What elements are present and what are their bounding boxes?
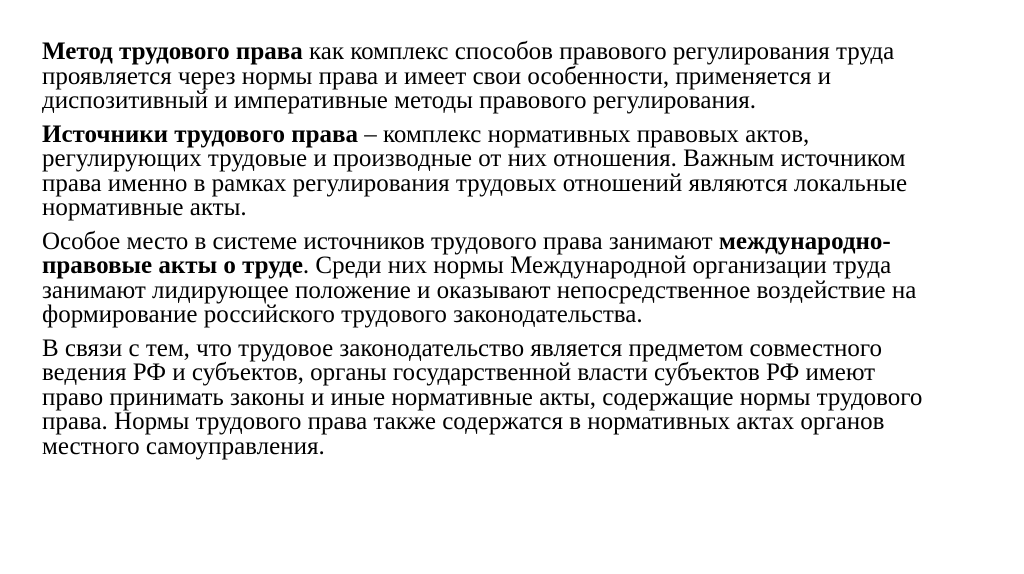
paragraph-labor-law-method [42,40,942,114]
paragraph-text: В связи с тем, что трудовое законодательство является предметом совместного ведения РФ и субъектов, органы государственной власти субъектов РФ имеют право принимать законы и иные нормативные акты, содержащие нормы трудового права. Нормы трудового права также содержатся в нормативных актах органов местного самоуправления. [42,334,923,460]
paragraph-text: как комплекс способов правового регулирования труда проявляется через нормы права и имеет свои особенности, применяется и диспозитивный и императивные методы правового регулирования. [42,38,895,114]
paragraph-labor-law-sources [42,120,942,221]
paragraph-text: Особое место в системе источников трудового права занимают [42,227,719,255]
term-international-acts: международно-правовые акты о труде [42,227,891,279]
paragraph-joint-jurisdiction [42,334,942,460]
paragraph-text: – комплекс нормативных правовых актов, регулирующих трудовые и производные от них отношения. Важным источником права именно в рамках регулирования трудовых отношений являются локальные нормативные акты. [42,120,908,221]
paragraph-text: . Среди них нормы Международной организации труда занимают лидирующее положение и оказывают непосредственное воздействие на формирование российского трудового законодательства. [42,252,917,328]
term-labor-law-method: Метод трудового права [42,38,303,65]
term-labor-law-sources: Источники трудового права [42,120,359,148]
slide-text-body [42,40,942,468]
paragraph-international-acts [42,227,942,328]
